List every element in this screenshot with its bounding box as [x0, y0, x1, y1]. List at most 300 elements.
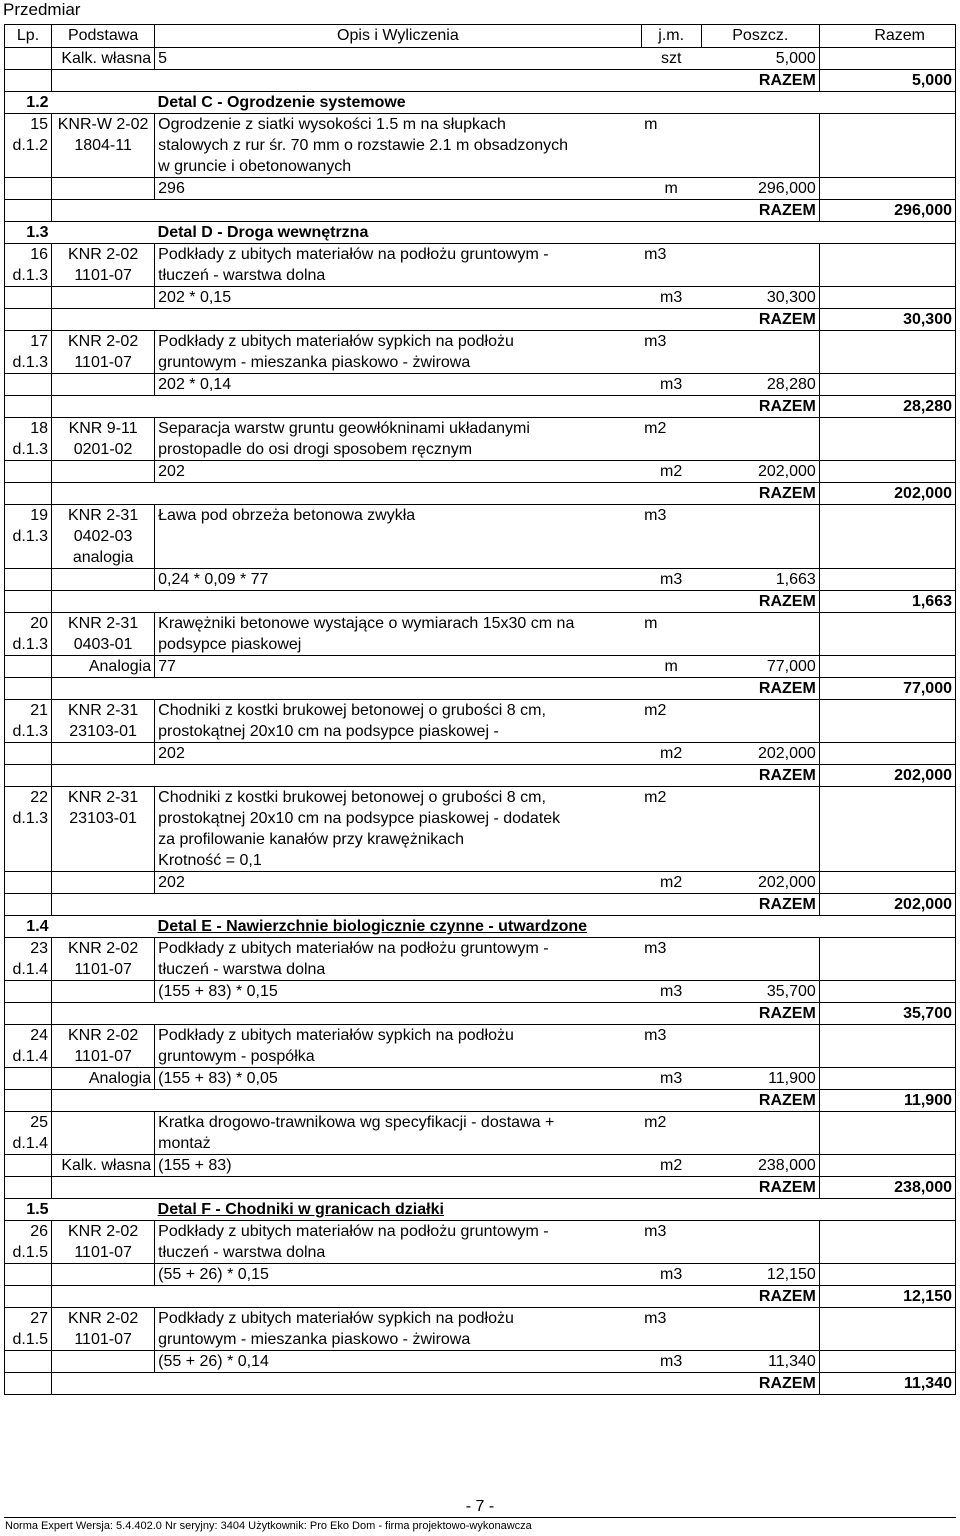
basis-cell: [52, 483, 155, 505]
formula-cell: 296: [155, 178, 642, 200]
total-cell: [819, 829, 955, 850]
description-cell: Krotność = 0,1: [158, 852, 262, 869]
total-cell: [819, 178, 955, 200]
unit-cell: m3: [641, 938, 701, 960]
formula-cell: 0,24 * 0,09 * 77: [155, 569, 642, 591]
basis-cell: [52, 829, 155, 850]
unit-cell: [641, 1133, 701, 1155]
basis-cell: Analogia: [52, 656, 155, 678]
partial-cell: [701, 1199, 819, 1221]
lp-cell: d.1.4: [5, 1133, 52, 1155]
lp-cell: [5, 156, 52, 178]
partial-cell: [701, 808, 819, 829]
basis-cell: KNR 2-02: [52, 244, 155, 266]
basis-cell: [52, 1003, 155, 1025]
item-row: [5, 547, 956, 569]
lp-cell: [5, 461, 52, 483]
section-row: [5, 916, 956, 938]
basis-cell: [52, 765, 155, 787]
unit-cell: [641, 135, 701, 156]
unit-cell: [641, 1177, 701, 1199]
lp-cell: [5, 547, 52, 569]
partial-cell: [701, 700, 819, 722]
calculation-row: [5, 178, 956, 200]
partial-cell: [701, 634, 819, 656]
total-value-cell: 296,000: [819, 200, 955, 222]
section-number: 1.4: [5, 916, 52, 938]
unit-cell: [641, 439, 701, 461]
razem-label: RAZEM: [701, 70, 819, 92]
unit-cell: [641, 1090, 701, 1112]
unit-cell: [641, 265, 701, 287]
description-cell: [155, 1003, 642, 1025]
description-cell: prostopadle do osi drogi sposobem ręcznym: [158, 441, 473, 458]
basis-cell: KNR 2-02: [52, 938, 155, 960]
total-row: [5, 591, 956, 613]
formula-cell: 202: [155, 872, 642, 894]
total-value-cell: 238,000: [819, 1177, 955, 1199]
description-cell: [155, 765, 642, 787]
description-cell: gruntowym - mieszanka piaskowo - żwirowa: [158, 354, 471, 371]
partial-cell: [701, 135, 819, 156]
unit-cell: m3: [641, 1308, 701, 1330]
lp-cell: 18: [5, 418, 52, 440]
razem-label: RAZEM: [701, 678, 819, 700]
item-row: [5, 352, 956, 374]
lp-cell: [5, 1373, 52, 1395]
unit-cell: m: [641, 656, 701, 678]
total-cell: [819, 569, 955, 591]
basis-cell: KNR 2-31: [52, 613, 155, 635]
basis-cell: [52, 1112, 155, 1134]
basis-cell: [52, 287, 155, 309]
partial-cell: [701, 613, 819, 635]
lp-cell: 25: [5, 1112, 52, 1134]
total-cell: [819, 808, 955, 829]
lp-cell: 27: [5, 1308, 52, 1330]
total-value-cell: 1,663: [819, 591, 955, 613]
formula-cell: 202: [155, 461, 642, 483]
basis-cell: 1101-07: [52, 1046, 155, 1068]
total-cell: [819, 418, 955, 440]
formula-cell: 202 * 0,14: [155, 374, 642, 396]
lp-cell: [5, 48, 52, 70]
lp-cell: 26: [5, 1221, 52, 1243]
total-cell: [819, 938, 955, 960]
lp-cell: [5, 178, 52, 200]
item-row: [5, 634, 956, 656]
lp-cell: [5, 309, 52, 331]
lp-cell: [5, 1351, 52, 1373]
calculation-row: [5, 1068, 956, 1090]
basis-cell: 1101-07: [52, 265, 155, 287]
item-row: [5, 526, 956, 547]
calculation-row: [5, 1351, 956, 1373]
partial-cell: [701, 850, 819, 872]
basis-cell: [52, 1373, 155, 1395]
total-cell: [819, 547, 955, 569]
partial-cell: [701, 1133, 819, 1155]
partial-cell: [701, 265, 819, 287]
total-value-cell: 12,150: [819, 1286, 955, 1308]
total-cell: [819, 156, 955, 178]
basis-cell: Kalk. własna: [52, 1155, 155, 1177]
lp-cell: 19: [5, 505, 52, 527]
header-lp: Lp.: [5, 25, 52, 48]
partial-cell: [701, 114, 819, 136]
formula-cell: (55 + 26) * 0,14: [155, 1351, 642, 1373]
total-cell: [819, 439, 955, 461]
lp-cell: [5, 1003, 52, 1025]
basis-cell: [52, 309, 155, 331]
total-value-cell: 77,000: [819, 678, 955, 700]
item-row: [5, 850, 956, 872]
partial-cell: [701, 1025, 819, 1047]
unit-cell: [641, 483, 701, 505]
description-cell: Podkłady z ubitych materiałów na podłożu gruntowym -: [155, 1221, 642, 1243]
basis-cell: [52, 872, 155, 894]
total-cell: [819, 374, 955, 396]
razem-label: RAZEM: [701, 396, 819, 418]
description-cell: tłuczeń - warstwa dolna: [158, 961, 326, 978]
unit-cell: [641, 70, 701, 92]
section-title: Detal C - Ogrodzenie systemowe: [155, 92, 642, 114]
description-cell: [155, 200, 642, 222]
unit-cell: [641, 309, 701, 331]
unit-cell: m3: [641, 569, 701, 591]
razem-label: RAZEM: [701, 1177, 819, 1199]
description-cell: [155, 678, 642, 700]
lp-cell: [5, 483, 52, 505]
lp-cell: d.1.3: [5, 352, 52, 374]
section-title: Detal F - Chodniki w granicach działki: [155, 1199, 642, 1221]
partial-value-cell: 238,000: [701, 1155, 819, 1177]
total-row: [5, 765, 956, 787]
footer-software-info: Norma Expert Wersja: 5.4.402.0 Nr seryjny: 3404 Użytkownik: Pro Eko Dom - firma projektowo-wykonawcza: [5, 1520, 532, 1532]
total-cell: [819, 1329, 955, 1351]
description-cell: podsypce piaskowej: [158, 636, 302, 653]
calculation-row: [5, 656, 956, 678]
total-row: [5, 1286, 956, 1308]
description-cell: [155, 483, 642, 505]
basis-cell: KNR 2-02: [52, 1221, 155, 1243]
item-row: [5, 265, 956, 287]
formula-cell: (155 + 83) * 0,15: [155, 981, 642, 1003]
total-cell: [819, 700, 955, 722]
lp-cell: d.1.4: [5, 959, 52, 981]
item-row: [5, 721, 956, 743]
description-cell: [155, 894, 642, 916]
unit-cell: [641, 850, 701, 872]
lp-cell: d.1.3: [5, 808, 52, 829]
unit-cell: [641, 526, 701, 547]
lp-cell: 24: [5, 1025, 52, 1047]
calculation-row: [5, 287, 956, 309]
total-cell: [819, 872, 955, 894]
total-cell: [819, 505, 955, 527]
razem-label: RAZEM: [701, 200, 819, 222]
description-cell: [155, 591, 642, 613]
total-value-cell: 35,700: [819, 1003, 955, 1025]
basis-cell: KNR 2-02: [52, 1308, 155, 1330]
partial-cell: [701, 92, 819, 114]
lp-cell: [5, 374, 52, 396]
basis-cell: [52, 1199, 155, 1221]
total-cell: [819, 352, 955, 374]
lp-cell: [5, 872, 52, 894]
item-row: [5, 1308, 956, 1330]
lp-cell: [5, 894, 52, 916]
partial-value-cell: 202,000: [701, 743, 819, 765]
item-row: [5, 1112, 956, 1134]
section-number: 1.5: [5, 1199, 52, 1221]
unit-cell: m3: [641, 1264, 701, 1286]
unit-cell: m2: [641, 872, 701, 894]
lp-cell: [5, 287, 52, 309]
total-cell: [819, 114, 955, 136]
basis-cell: [52, 461, 155, 483]
basis-cell: Analogia: [52, 1068, 155, 1090]
partial-cell: [701, 505, 819, 527]
partial-cell: [701, 787, 819, 809]
calculation-row: [5, 1155, 956, 1177]
partial-cell: [701, 244, 819, 266]
lp-cell: [5, 1068, 52, 1090]
lp-cell: 22: [5, 787, 52, 809]
total-cell: [819, 787, 955, 809]
description-cell: [155, 526, 642, 547]
total-value-cell: 28,280: [819, 396, 955, 418]
basis-cell: KNR 2-31: [52, 700, 155, 722]
unit-cell: [641, 1199, 701, 1221]
item-row: [5, 114, 956, 136]
lp-cell: d.1.5: [5, 1329, 52, 1351]
item-row: [5, 1242, 956, 1264]
description-cell: [155, 396, 642, 418]
partial-cell: [701, 156, 819, 178]
partial-cell: [701, 439, 819, 461]
partial-cell: [701, 916, 819, 938]
basis-cell: [52, 850, 155, 872]
unit-cell: m2: [641, 418, 701, 440]
basis-cell: [52, 200, 155, 222]
basis-cell: KNR 9-11: [52, 418, 155, 440]
basis-cell: [52, 981, 155, 1003]
razem-label: RAZEM: [701, 309, 819, 331]
section-number: 1.2: [5, 92, 52, 114]
description-cell: [155, 70, 642, 92]
basis-cell: KNR 2-31: [52, 505, 155, 527]
total-cell: [819, 1046, 955, 1068]
description-cell: montaż: [158, 1135, 211, 1152]
unit-cell: m2: [641, 787, 701, 809]
description-cell: za profilowanie kanałów przy krawężnikach: [158, 831, 465, 848]
lp-cell: d.1.3: [5, 526, 52, 547]
basis-cell: [52, 396, 155, 418]
unit-cell: [641, 894, 701, 916]
lp-cell: [5, 1264, 52, 1286]
basis-cell: [52, 743, 155, 765]
total-cell: [819, 1308, 955, 1330]
total-cell: [819, 461, 955, 483]
partial-cell: [701, 829, 819, 850]
partial-cell: [701, 721, 819, 743]
lp-cell: [5, 1286, 52, 1308]
partial-cell: [701, 547, 819, 569]
formula-cell: 202 * 0,15: [155, 287, 642, 309]
partial-cell: [701, 1112, 819, 1134]
partial-cell: [701, 1242, 819, 1264]
unit-cell: [641, 765, 701, 787]
unit-cell: [641, 634, 701, 656]
total-value-cell: 5,000: [819, 70, 955, 92]
unit-cell: m3: [641, 981, 701, 1003]
section-row: [5, 1199, 956, 1221]
description-cell: prostokątnej 20x10 cm na podsypce piaskowej - dodatek: [158, 810, 561, 827]
total-cell: [819, 916, 955, 938]
razem-label: RAZEM: [701, 894, 819, 916]
total-value-cell: 202,000: [819, 765, 955, 787]
item-row: [5, 439, 956, 461]
section-title: Detal D - Droga wewnętrzna: [155, 222, 642, 244]
total-cell: [819, 331, 955, 353]
partial-value-cell: 296,000: [701, 178, 819, 200]
partial-value-cell: 202,000: [701, 872, 819, 894]
unit-cell: m: [641, 114, 701, 136]
total-row: [5, 309, 956, 331]
partial-cell: [701, 418, 819, 440]
item-row: [5, 1221, 956, 1243]
unit-cell: m3: [641, 331, 701, 353]
partial-value-cell: 1,663: [701, 569, 819, 591]
calculation-row: [5, 461, 956, 483]
unit-cell: [641, 829, 701, 850]
description-cell: [155, 1177, 642, 1199]
unit-cell: [641, 156, 701, 178]
partial-value-cell: 77,000: [701, 656, 819, 678]
lp-cell: d.1.2: [5, 135, 52, 156]
basis-cell: [52, 1351, 155, 1373]
basis-cell: [52, 678, 155, 700]
unit-cell: [641, 721, 701, 743]
description-cell: Podkłady z ubitych materiałów na podłożu gruntowym -: [155, 244, 642, 266]
description-cell: stalowych z rur śr. 70 mm o rozstawie 2.1 m obsadzonych: [158, 137, 569, 154]
basis-cell: KNR 2-02: [52, 1025, 155, 1047]
basis-cell: [52, 70, 155, 92]
total-cell: [819, 981, 955, 1003]
description-cell: [155, 1286, 642, 1308]
total-row: [5, 1177, 956, 1199]
item-row: [5, 808, 956, 829]
footer-divider: [4, 1517, 956, 1518]
lp-cell: [5, 1155, 52, 1177]
basis-cell: Kalk. własna: [52, 48, 155, 70]
unit-cell: [641, 916, 701, 938]
item-row: [5, 613, 956, 635]
basis-cell: analogia: [52, 547, 155, 569]
description-cell: Podkłady z ubitych materiałów sypkich na podłożu: [155, 1308, 642, 1330]
unit-cell: [641, 959, 701, 981]
formula-cell: (155 + 83): [155, 1155, 642, 1177]
total-cell: [819, 1155, 955, 1177]
unit-cell: [641, 591, 701, 613]
lp-cell: [5, 743, 52, 765]
lp-cell: [5, 678, 52, 700]
unit-cell: [641, 678, 701, 700]
page-title: Przedmiar: [3, 0, 81, 19]
basis-cell: 1101-07: [52, 1329, 155, 1351]
basis-cell: [52, 916, 155, 938]
unit-cell: [641, 547, 701, 569]
partial-cell: [701, 959, 819, 981]
lp-cell: [5, 850, 52, 872]
section-title: Detal E - Nawierzchnie biologicznie czynne - utwardzone: [155, 916, 642, 938]
unit-cell: [641, 1046, 701, 1068]
total-cell: [819, 1068, 955, 1090]
total-cell: [819, 222, 955, 244]
description-cell: Kratka drogowo-trawnikowa wg specyfikacji - dostawa +: [155, 1112, 642, 1134]
lp-cell: [5, 829, 52, 850]
razem-label: RAZEM: [701, 1286, 819, 1308]
item-row: [5, 135, 956, 156]
description-cell: [155, 1373, 642, 1395]
header-unit: j.m.: [641, 25, 701, 48]
unit-cell: m3: [641, 1221, 701, 1243]
unit-cell: m3: [641, 244, 701, 266]
formula-cell: (55 + 26) * 0,15: [155, 1264, 642, 1286]
basis-cell: [52, 1133, 155, 1155]
basis-cell: [52, 1264, 155, 1286]
description-cell: Ogrodzenie z siatki wysokości 1.5 m na słupkach: [155, 114, 642, 136]
partial-value-cell: 202,000: [701, 461, 819, 483]
total-value-cell: 202,000: [819, 483, 955, 505]
lp-cell: [5, 656, 52, 678]
lp-cell: 15: [5, 114, 52, 136]
calculation-row: [5, 1264, 956, 1286]
item-row: [5, 938, 956, 960]
description-cell: Podkłady z ubitych materiałów na podłożu gruntowym -: [155, 938, 642, 960]
description-cell: tłuczeń - warstwa dolna: [158, 267, 326, 284]
unit-cell: m2: [641, 743, 701, 765]
description-cell: gruntowym - mieszanka piaskowo - żwirowa: [158, 1331, 471, 1348]
page-number: - 7 -: [465, 1498, 495, 1515]
lp-cell: d.1.5: [5, 1242, 52, 1264]
table-body: [5, 48, 956, 1395]
lp-cell: [5, 396, 52, 418]
calculation-row: [5, 872, 956, 894]
lp-cell: [5, 200, 52, 222]
total-cell: [819, 850, 955, 872]
total-value-cell: 30,300: [819, 309, 955, 331]
formula-cell: 5: [155, 48, 642, 70]
total-row: [5, 894, 956, 916]
partial-cell: [701, 1046, 819, 1068]
unit-cell: [641, 1373, 701, 1395]
total-cell: [819, 265, 955, 287]
razem-label: RAZEM: [701, 483, 819, 505]
description-cell: Podkłady z ubitych materiałów sypkich na podłożu: [155, 1025, 642, 1047]
total-cell: [819, 1025, 955, 1047]
lp-cell: [5, 591, 52, 613]
description-cell: Krawężniki betonowe wystające o wymiarach 15x30 cm na: [155, 613, 642, 635]
basis-cell: [52, 374, 155, 396]
unit-cell: [641, 1003, 701, 1025]
partial-cell: [701, 1221, 819, 1243]
total-cell: [819, 135, 955, 156]
total-cell: [819, 613, 955, 635]
description-cell: Chodniki z kostki brukowej betonowej o grubości 8 cm,: [155, 700, 642, 722]
calculation-row: [5, 569, 956, 591]
